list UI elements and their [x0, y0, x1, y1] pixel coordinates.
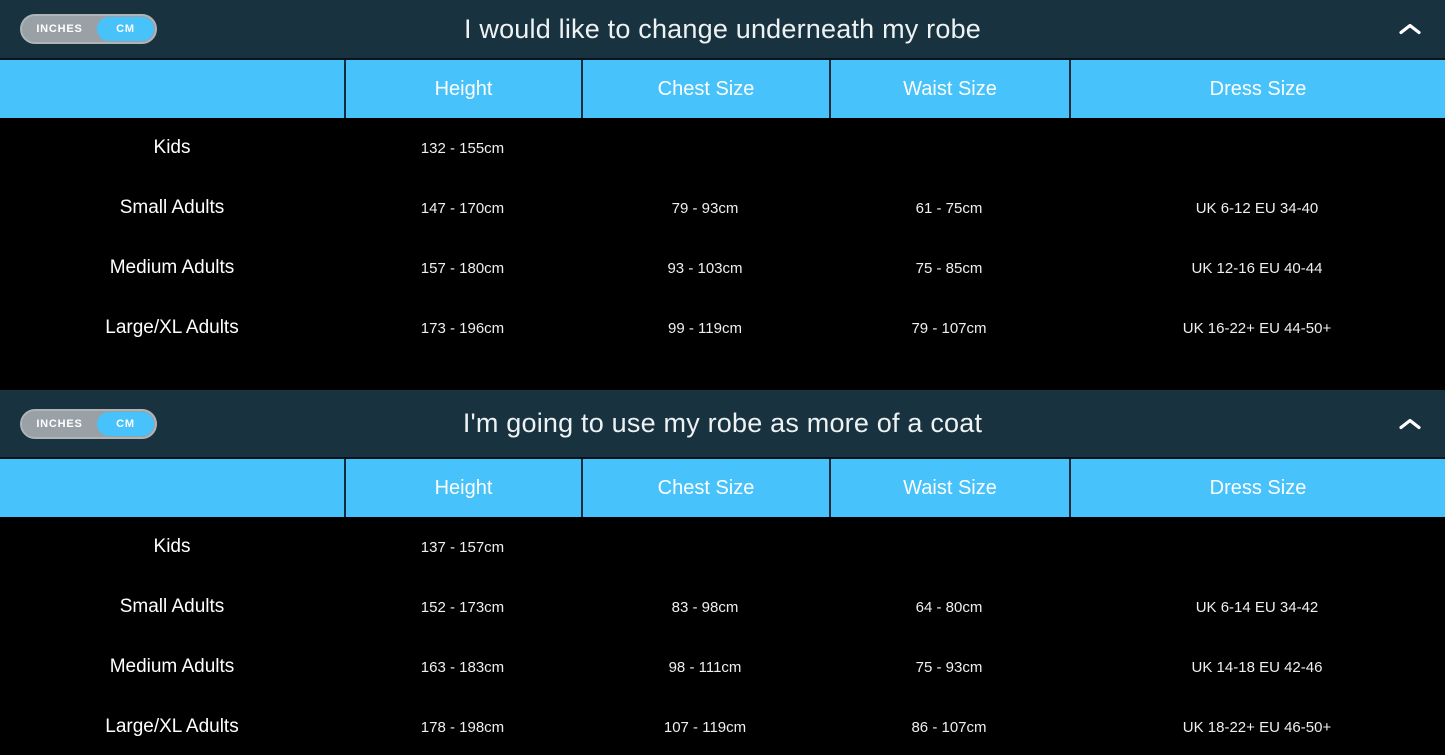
cell-dress: UK 6-12 EU 34-40	[1195, 199, 1319, 217]
size-chart-section-coat	[0, 390, 1445, 755]
cell-chest: 93 - 103cm	[667, 259, 743, 277]
column-header-dress: Dress Size	[1069, 60, 1445, 118]
collapse-section-button[interactable]	[1397, 416, 1423, 431]
cell-chest	[581, 517, 829, 577]
section-header	[0, 0, 1445, 58]
row-label: Small Adults	[119, 596, 225, 617]
column-header-row	[0, 58, 1445, 118]
cell-dress	[1069, 517, 1445, 577]
table-row-large-xl-adults	[0, 298, 1445, 358]
toggle-option-inches[interactable]: INCHES	[36, 417, 83, 430]
size-table-body	[0, 118, 1445, 390]
cell-height: 132 - 155cm	[420, 139, 505, 157]
section-title: I would like to change underneath my robe	[463, 13, 982, 44]
cell-waist	[829, 517, 1069, 577]
cell-chest: 99 - 119cm	[668, 319, 742, 337]
table-row-kids	[0, 517, 1445, 577]
cell-height: 173 - 196cm	[420, 319, 505, 337]
toggle-option-cm[interactable]: CM	[97, 17, 154, 41]
column-header-dress: Dress Size	[1069, 459, 1445, 517]
column-header-blank	[0, 459, 344, 517]
cell-height: 147 - 170cm	[420, 199, 505, 217]
section-title: I'm going to use my robe as more of a coat	[462, 408, 983, 438]
table-row-small-adults	[0, 577, 1445, 637]
cell-dress: UK 12-16 EU 40-44	[1191, 259, 1323, 277]
cell-chest	[581, 118, 829, 178]
cell-height: 157 - 180cm	[420, 259, 505, 277]
row-label: Kids	[153, 137, 191, 158]
units-toggle[interactable]	[20, 409, 157, 439]
row-label: Medium Adults	[109, 257, 235, 278]
cell-height: 178 - 198cm	[420, 718, 505, 736]
cell-dress: UK 18-22+ EU 46-50+	[1182, 718, 1332, 736]
cell-chest: 98 - 111cm	[668, 658, 742, 676]
column-header-height: Height	[344, 459, 581, 517]
cell-waist: 64 - 80cm	[915, 598, 983, 616]
cell-chest: 83 - 98cm	[671, 598, 739, 616]
cell-dress: UK 14-18 EU 42-46	[1191, 658, 1323, 676]
column-header-height: Height	[344, 60, 581, 118]
column-header-waist: Waist Size	[829, 60, 1069, 118]
row-label: Small Adults	[119, 197, 225, 218]
table-row-large-xl-adults	[0, 697, 1445, 755]
table-row-medium-adults	[0, 637, 1445, 697]
column-header-chest: Chest Size	[581, 459, 829, 517]
column-header-waist: Waist Size	[829, 459, 1069, 517]
cell-waist: 79 - 107cm	[911, 319, 987, 337]
row-label: Large/XL Adults	[105, 317, 239, 338]
size-table-body	[0, 517, 1445, 755]
chevron-up-icon	[1397, 22, 1423, 37]
section-header	[0, 390, 1445, 457]
table-row-medium-adults	[0, 238, 1445, 298]
column-header-chest: Chest Size	[581, 60, 829, 118]
cell-waist: 75 - 93cm	[915, 658, 983, 676]
cell-dress	[1069, 118, 1445, 178]
cell-height: 163 - 183cm	[420, 658, 505, 676]
cell-waist	[829, 118, 1069, 178]
chevron-up-icon	[1397, 416, 1423, 431]
column-header-blank	[0, 60, 344, 118]
table-row-kids	[0, 118, 1445, 178]
cell-height: 137 - 157cm	[420, 538, 505, 556]
column-header-row	[0, 457, 1445, 517]
units-toggle[interactable]	[20, 14, 157, 44]
cell-waist: 61 - 75cm	[915, 199, 983, 217]
cell-chest: 107 - 119cm	[663, 718, 747, 736]
collapse-section-button[interactable]	[1397, 22, 1423, 37]
row-label: Medium Adults	[109, 656, 235, 677]
cell-height: 152 - 173cm	[420, 598, 505, 616]
toggle-option-cm[interactable]: CM	[97, 412, 154, 436]
row-label: Large/XL Adults	[105, 716, 239, 737]
row-label: Kids	[153, 536, 191, 557]
cell-waist: 86 - 107cm	[911, 718, 987, 736]
cell-dress: UK 6-14 EU 34-42	[1195, 598, 1319, 616]
cell-waist: 75 - 85cm	[915, 259, 983, 277]
cell-dress: UK 16-22+ EU 44-50+	[1182, 319, 1332, 337]
table-row-small-adults	[0, 178, 1445, 238]
toggle-option-inches[interactable]: INCHES	[36, 23, 83, 35]
cell-chest: 79 - 93cm	[671, 199, 739, 217]
